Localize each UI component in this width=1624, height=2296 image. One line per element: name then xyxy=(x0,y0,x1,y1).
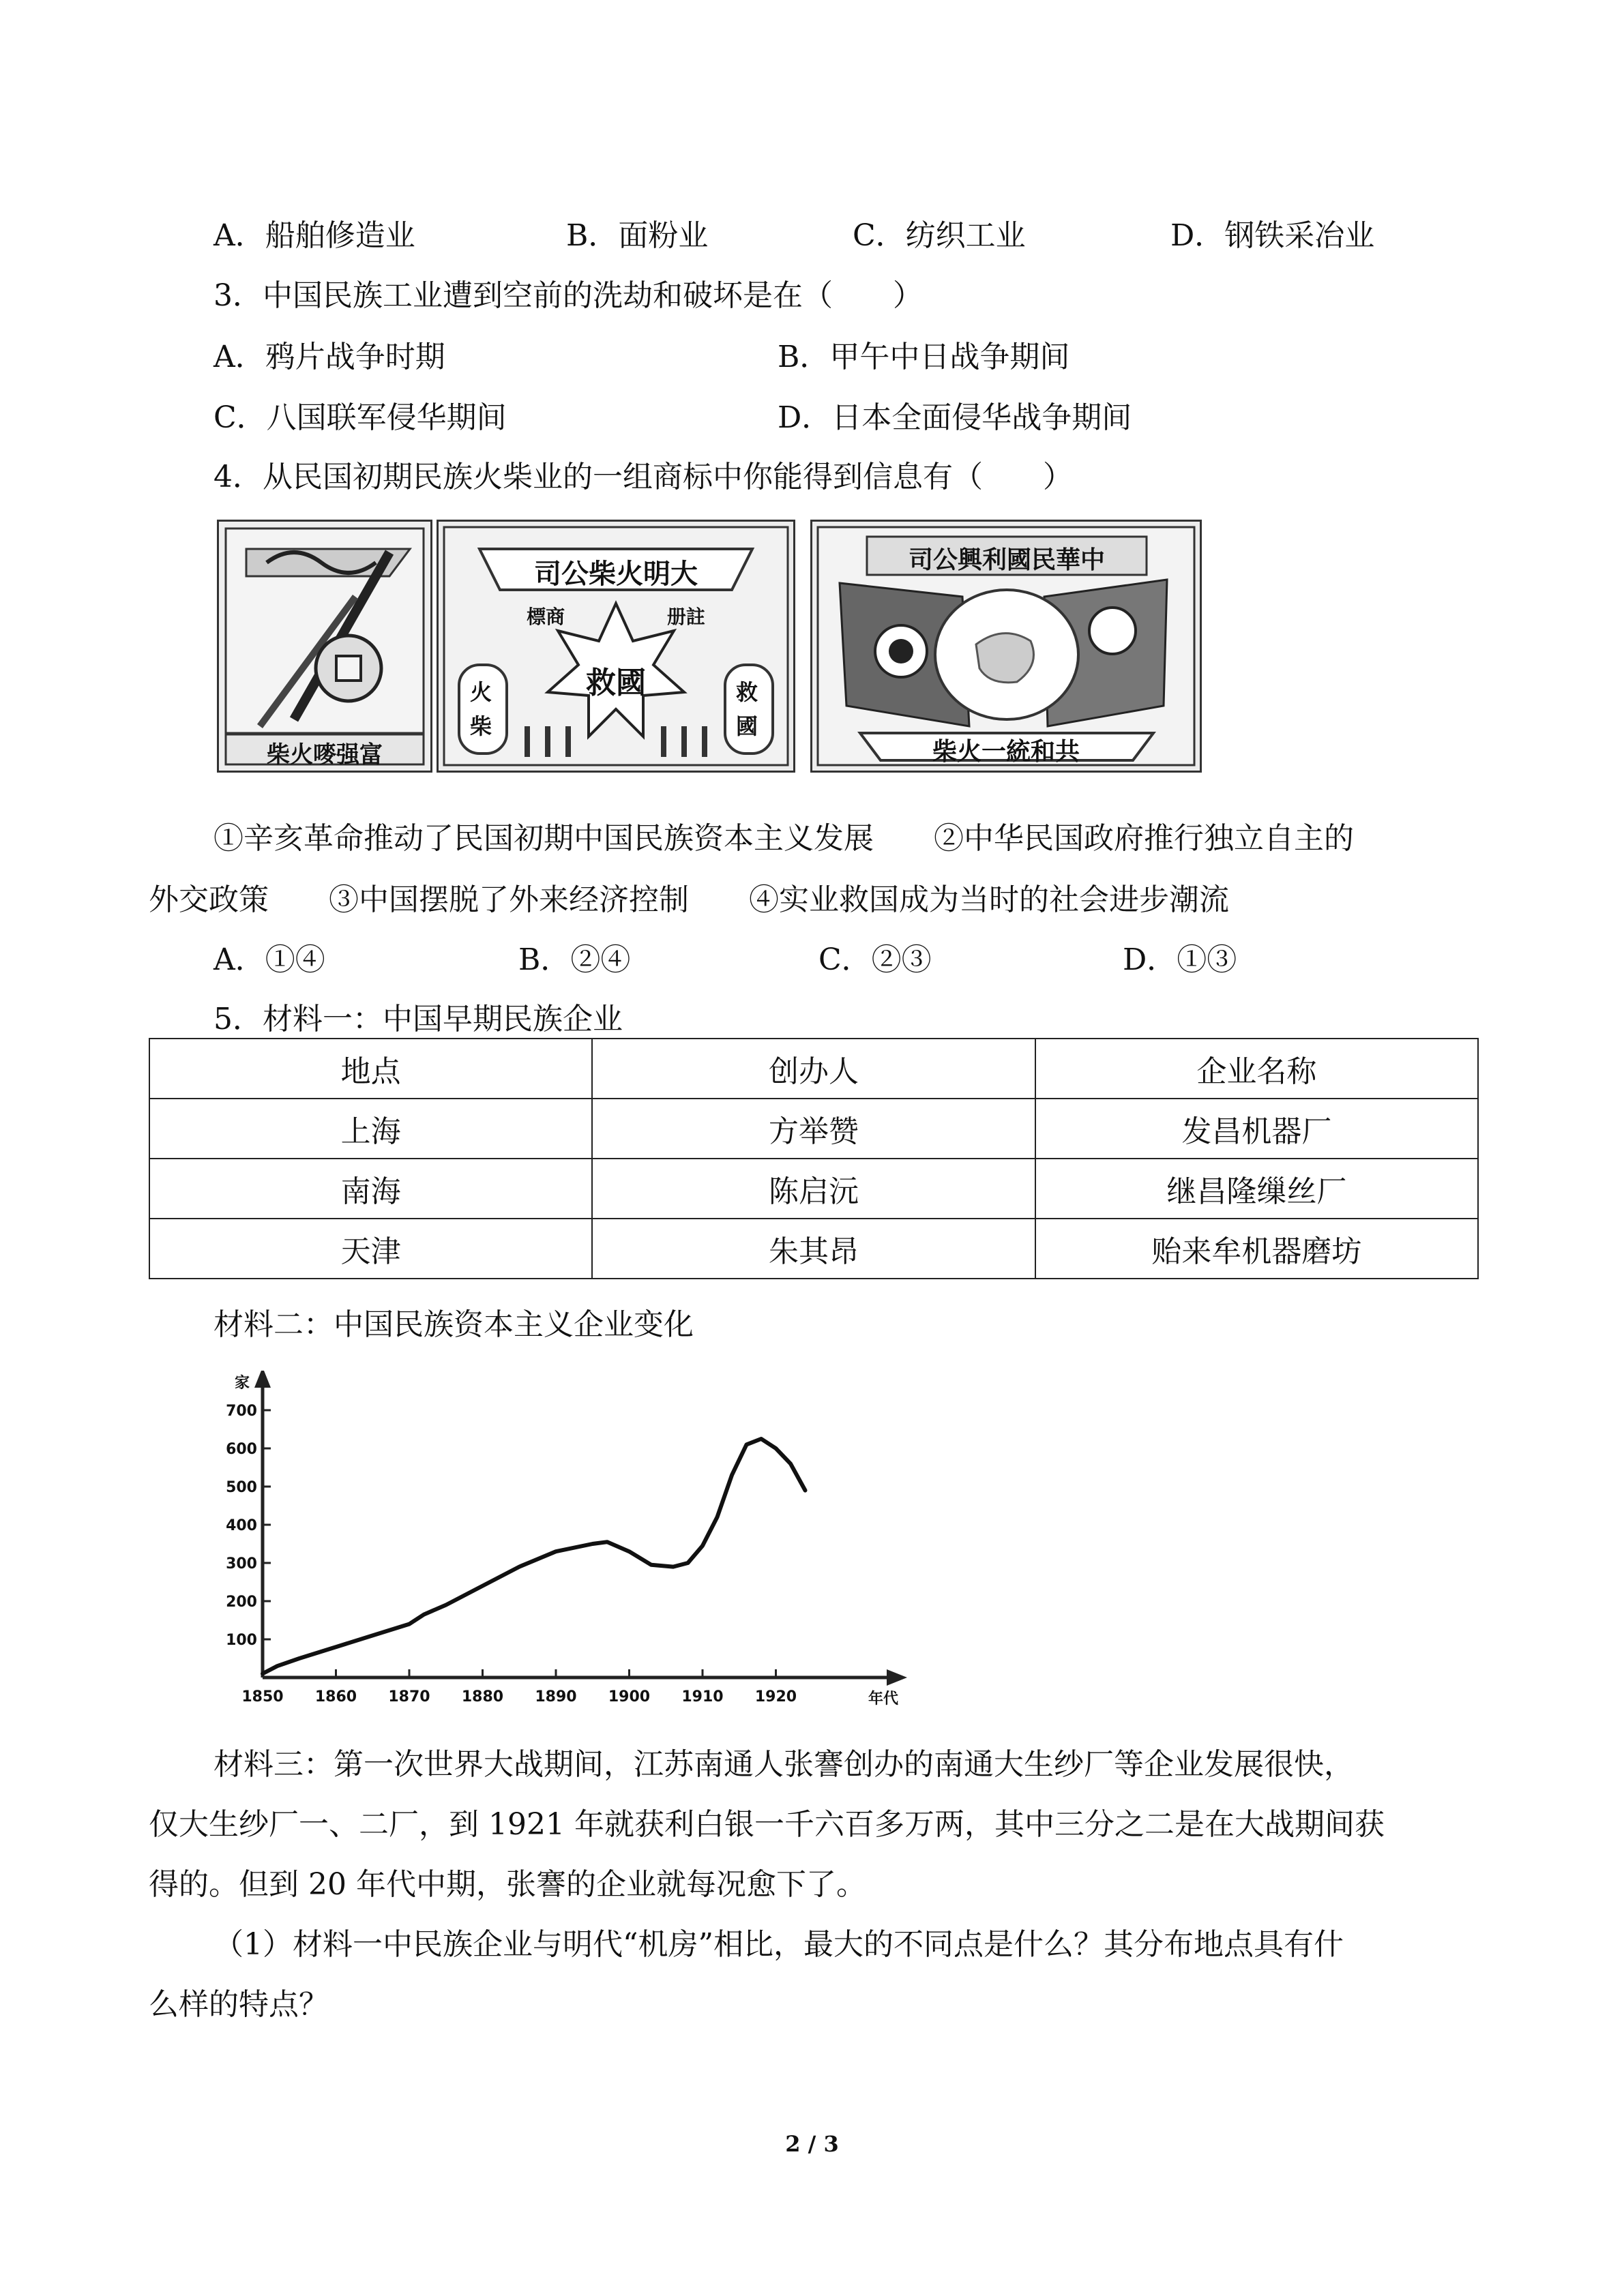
label-2-mid-text: 標商 册註 xyxy=(527,606,705,628)
match-label-3 xyxy=(810,520,1202,773)
q3-option-c: C．八国联军侵华期间 xyxy=(213,400,507,435)
table-cell: 南海 xyxy=(149,1159,592,1219)
q2-option-d: D．钢铁采冶业 xyxy=(1170,218,1375,253)
label-3-caption: 柴火一統和共 xyxy=(932,738,1080,766)
x-tick-label: 1860 xyxy=(314,1688,357,1705)
x-tick-label: 1910 xyxy=(681,1688,724,1705)
page-number: 2 / 3 xyxy=(785,2131,839,2157)
q3-option-b: B．甲午中日战争期间 xyxy=(778,340,1070,374)
q4-option-d: D．①③ xyxy=(1123,942,1237,977)
x-tick-label: 1900 xyxy=(608,1688,651,1705)
table-row xyxy=(149,1159,1478,1219)
q3-option-a: A．鸦片战争时期 xyxy=(213,340,445,374)
table-header-cell: 地点 xyxy=(149,1039,592,1099)
q5-question-1-line-2: 么样的特点？ xyxy=(149,1987,329,2022)
enterprise-count-line-chart xyxy=(225,1371,955,1725)
q5-material-3-line-1: 材料三：第一次世界大战期间，江苏南通人张謇创办的南通大生纱厂等企业发展很快， xyxy=(213,1747,1354,1782)
table-cell: 发昌机器厂 xyxy=(1035,1099,1478,1159)
table-cell: 贻来牟机器磨坊 xyxy=(1035,1219,1478,1279)
q2-option-b: B．面粉业 xyxy=(566,218,709,253)
match-label-2 xyxy=(437,520,795,773)
q4-stem: 4．从民国初期民族火柴业的一组商标中你能得到信息有（ ） xyxy=(213,460,1073,494)
q4-statements-line-2: 外交政策 ③中国摆脱了外来经济控制 ④实业救国成为当时的社会进步潮流 xyxy=(149,882,1229,917)
y-tick-label: 500 xyxy=(226,1479,257,1496)
table-cell: 继昌隆缫丝厂 xyxy=(1035,1159,1478,1219)
x-tick-label: 1920 xyxy=(754,1688,797,1705)
table-cell: 方举赞 xyxy=(592,1099,1035,1159)
x-axis-arrow xyxy=(887,1669,907,1686)
x-tick-label: 1890 xyxy=(535,1688,577,1705)
table-header-cell: 创办人 xyxy=(592,1039,1035,1099)
label-2-right-text: 救國 xyxy=(736,679,758,739)
y-axis-label: 家 xyxy=(234,1375,250,1392)
q5-material-3-line-3: 得的。但到 20 年代中期，张謇的企业就每况愈下了。 xyxy=(149,1867,866,1902)
y-tick-label: 700 xyxy=(226,1403,257,1420)
table-cell: 朱其昂 xyxy=(592,1219,1035,1279)
q4-option-a: A．①④ xyxy=(213,942,325,977)
label-2-left-text: 火柴 xyxy=(470,679,492,739)
label-2-top-text: 司公柴火明大 xyxy=(534,558,698,590)
q2-option-c: C．纺织工业 xyxy=(853,218,1026,253)
table-cell: 陈启沅 xyxy=(592,1159,1035,1219)
q4-option-b: B．②④ xyxy=(518,942,631,977)
y-tick-label: 100 xyxy=(226,1632,257,1649)
table-cell: 上海 xyxy=(149,1099,592,1159)
label-1-illustration xyxy=(219,522,430,771)
q3-stem: 3．中国民族工业遭到空前的洗劫和破坏是在（ ） xyxy=(213,278,923,313)
x-tick-label: 1850 xyxy=(241,1688,284,1705)
y-tick-label: 300 xyxy=(226,1555,257,1572)
table-cell: 天津 xyxy=(149,1219,592,1279)
label-1-caption: 柴火嘜强富 xyxy=(267,741,383,769)
q5-material-1-title: 5．材料一：中国早期民族企业 xyxy=(213,1002,623,1037)
material-1-table xyxy=(149,1038,1479,1279)
y-tick-label: 400 xyxy=(226,1517,257,1534)
label-3-top-text: 司公興利國民華中 xyxy=(908,546,1105,574)
q3-option-d: D．日本全面侵华战争期间 xyxy=(778,400,1132,435)
table-header-cell: 企业名称 xyxy=(1035,1039,1478,1099)
match-label-1 xyxy=(217,520,432,773)
q4-statements-line-1: ①辛亥革命推动了民国初期中国民族资本主义发展 ②中华民国政府推行独立自主的 xyxy=(213,821,1354,856)
q5-material-2-title: 材料二：中国民族资本主义企业变化 xyxy=(213,1307,694,1342)
y-tick-label: 200 xyxy=(226,1594,257,1611)
q5-question-1-line-1: （1）材料一中民族企业与明代“机房”相比，最大的不同点是什么？其分布地点具有什 xyxy=(213,1927,1344,1962)
label-2-center-text: 救國 xyxy=(586,666,646,700)
table-row xyxy=(149,1219,1478,1279)
x-tick-label: 1880 xyxy=(461,1688,504,1705)
q5-material-3-line-2: 仅大生纱厂一、二厂，到 1921 年就获利白银一千六百多万两，其中三分之二是在大战期间获 xyxy=(149,1807,1385,1842)
y-tick-label: 600 xyxy=(226,1441,257,1458)
table-row xyxy=(149,1099,1478,1159)
q4-option-c: C．②③ xyxy=(818,942,932,977)
x-axis-label: 年代 xyxy=(868,1690,899,1708)
q2-option-a: A．船舶修造业 xyxy=(213,218,415,253)
series-line xyxy=(263,1439,806,1673)
y-axis-arrow xyxy=(254,1371,271,1388)
table-header-row xyxy=(149,1039,1478,1099)
x-tick-label: 1870 xyxy=(388,1688,430,1705)
